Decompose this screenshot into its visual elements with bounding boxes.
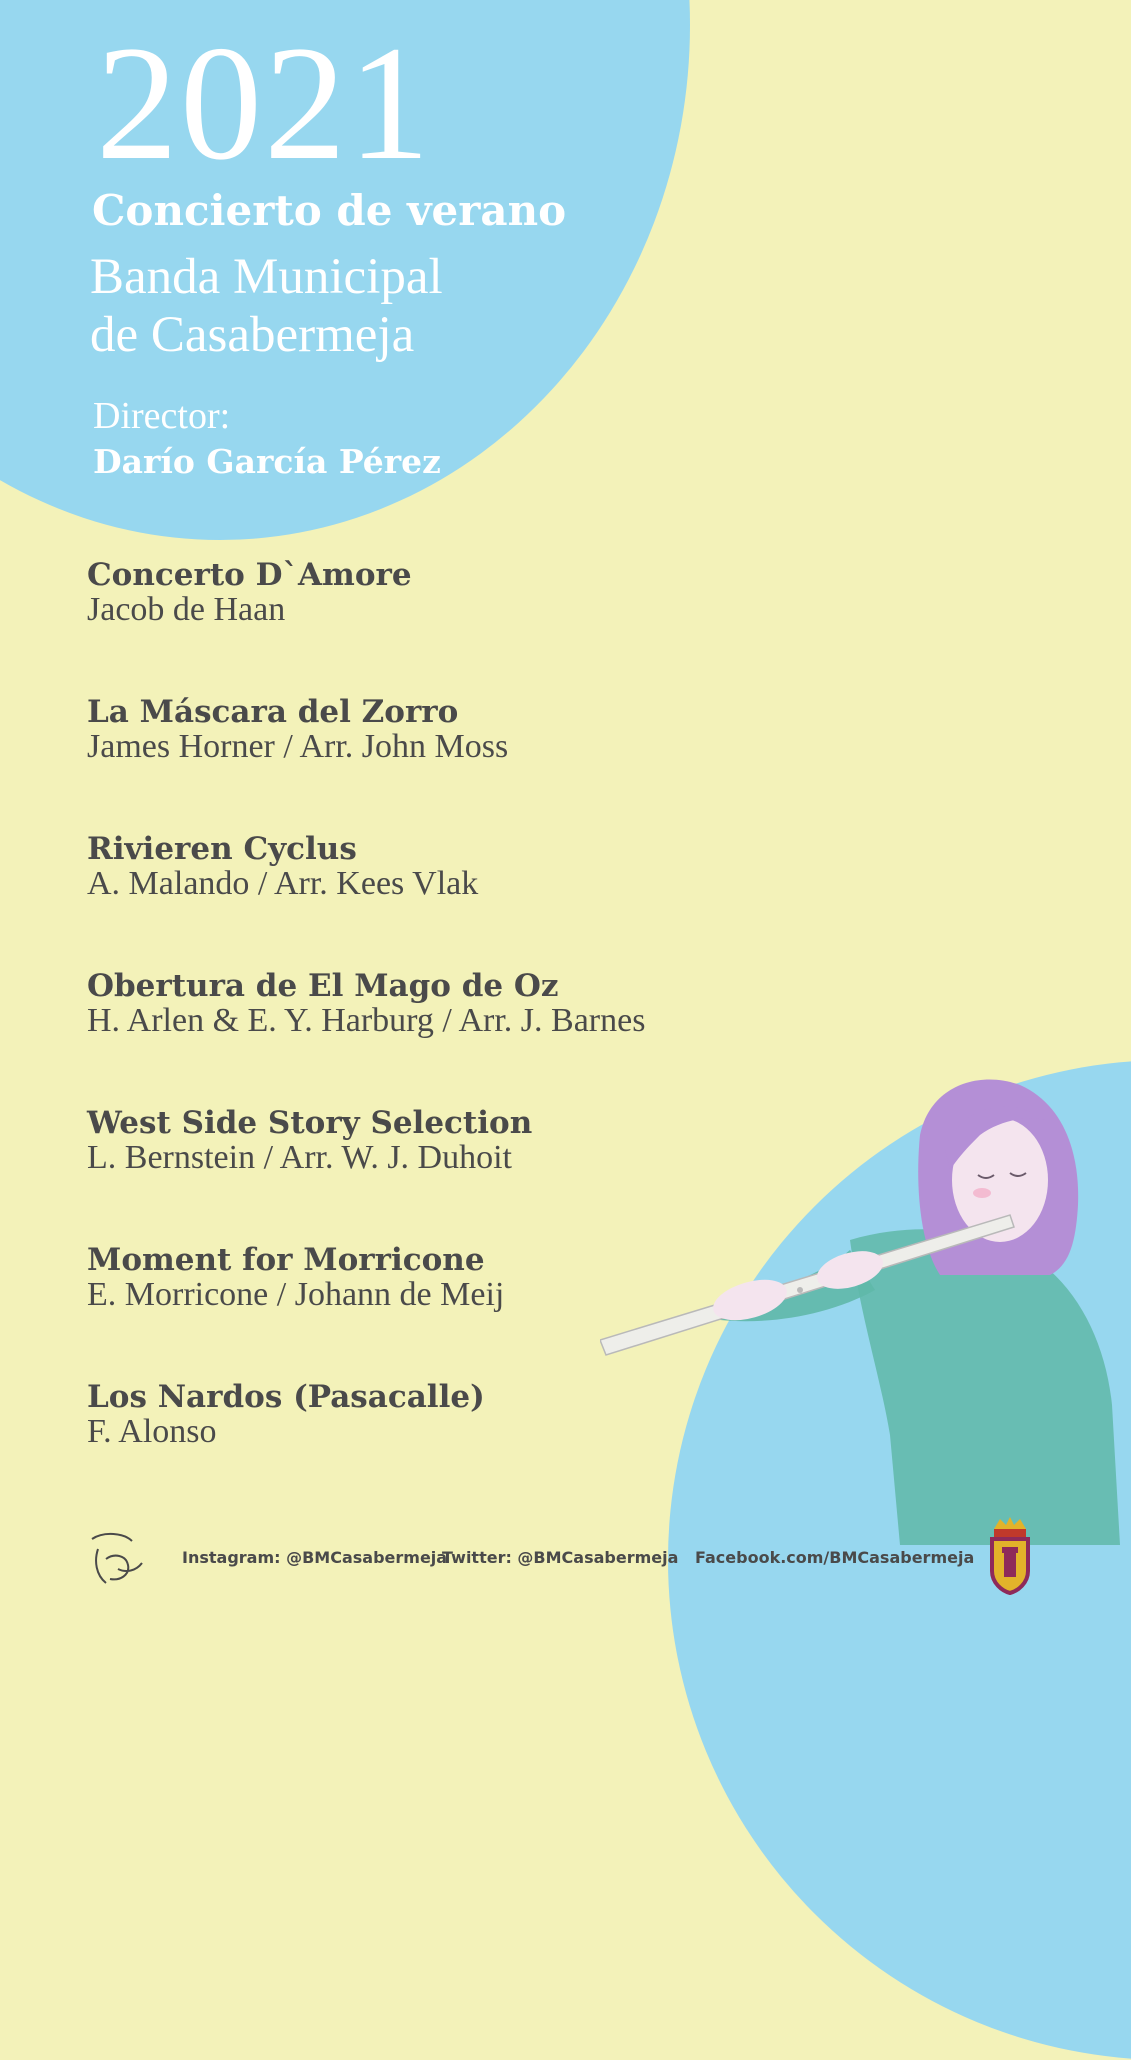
flute-player-illustration <box>600 1075 1120 1545</box>
band-name <box>90 248 443 364</box>
piece-composer: Jacob de Haan <box>87 591 286 628</box>
program-list <box>87 558 645 1517</box>
program-item <box>87 1380 645 1517</box>
piece-composer: A. Malando / Arr. Kees Vlak <box>87 865 479 902</box>
program-item <box>87 695 645 832</box>
piece-composer: E. Morricone / Johann de Meij <box>87 1276 505 1313</box>
piece-composer: H. Arlen & E. Y. Harburg / Arr. J. Barnes <box>87 1002 646 1039</box>
sweater <box>850 1229 1120 1545</box>
program-item <box>87 832 645 969</box>
twitter-handle: Twitter: @BMCasabermeja <box>442 1548 679 1567</box>
program-item <box>87 558 645 695</box>
program-item <box>87 1106 645 1243</box>
program-item <box>87 1243 645 1380</box>
cheek <box>973 1188 991 1198</box>
band-name-line-2: de Casabermeja <box>90 307 415 363</box>
band-name-line-1: Banda Municipal <box>90 249 443 305</box>
facebook-link: Facebook.com/BMCasabermeja <box>695 1548 975 1567</box>
piece-composer: James Horner / Arr. John Moss <box>87 728 509 765</box>
concert-year: 2021 <box>96 13 432 194</box>
piece-title: Concerto D`Amore <box>87 557 412 593</box>
piece-title: La Máscara del Zorro <box>87 694 459 730</box>
municipal-crest <box>988 1515 1032 1595</box>
program-item <box>87 969 645 1106</box>
footer <box>0 1505 1131 1600</box>
piece-composer: F. Alonso <box>87 1413 217 1450</box>
director-name: Darío García Pérez <box>93 442 441 481</box>
instagram-handle: Instagram: @BMCasabermeja <box>182 1548 448 1567</box>
band-logo <box>84 1529 146 1591</box>
piece-title: Moment for Morricone <box>87 1242 485 1278</box>
piece-title: Obertura de El Mago de Oz <box>87 968 559 1004</box>
piece-composer: L. Bernstein / Arr. W. J. Duhoit <box>87 1139 512 1176</box>
piece-title: Rivieren Cyclus <box>87 831 357 867</box>
concert-subtitle: Concierto de verano <box>92 186 567 235</box>
director-label: Director: <box>93 395 231 437</box>
piece-title: West Side Story Selection <box>87 1105 533 1141</box>
piece-title: Los Nardos (Pasacalle) <box>87 1379 485 1415</box>
